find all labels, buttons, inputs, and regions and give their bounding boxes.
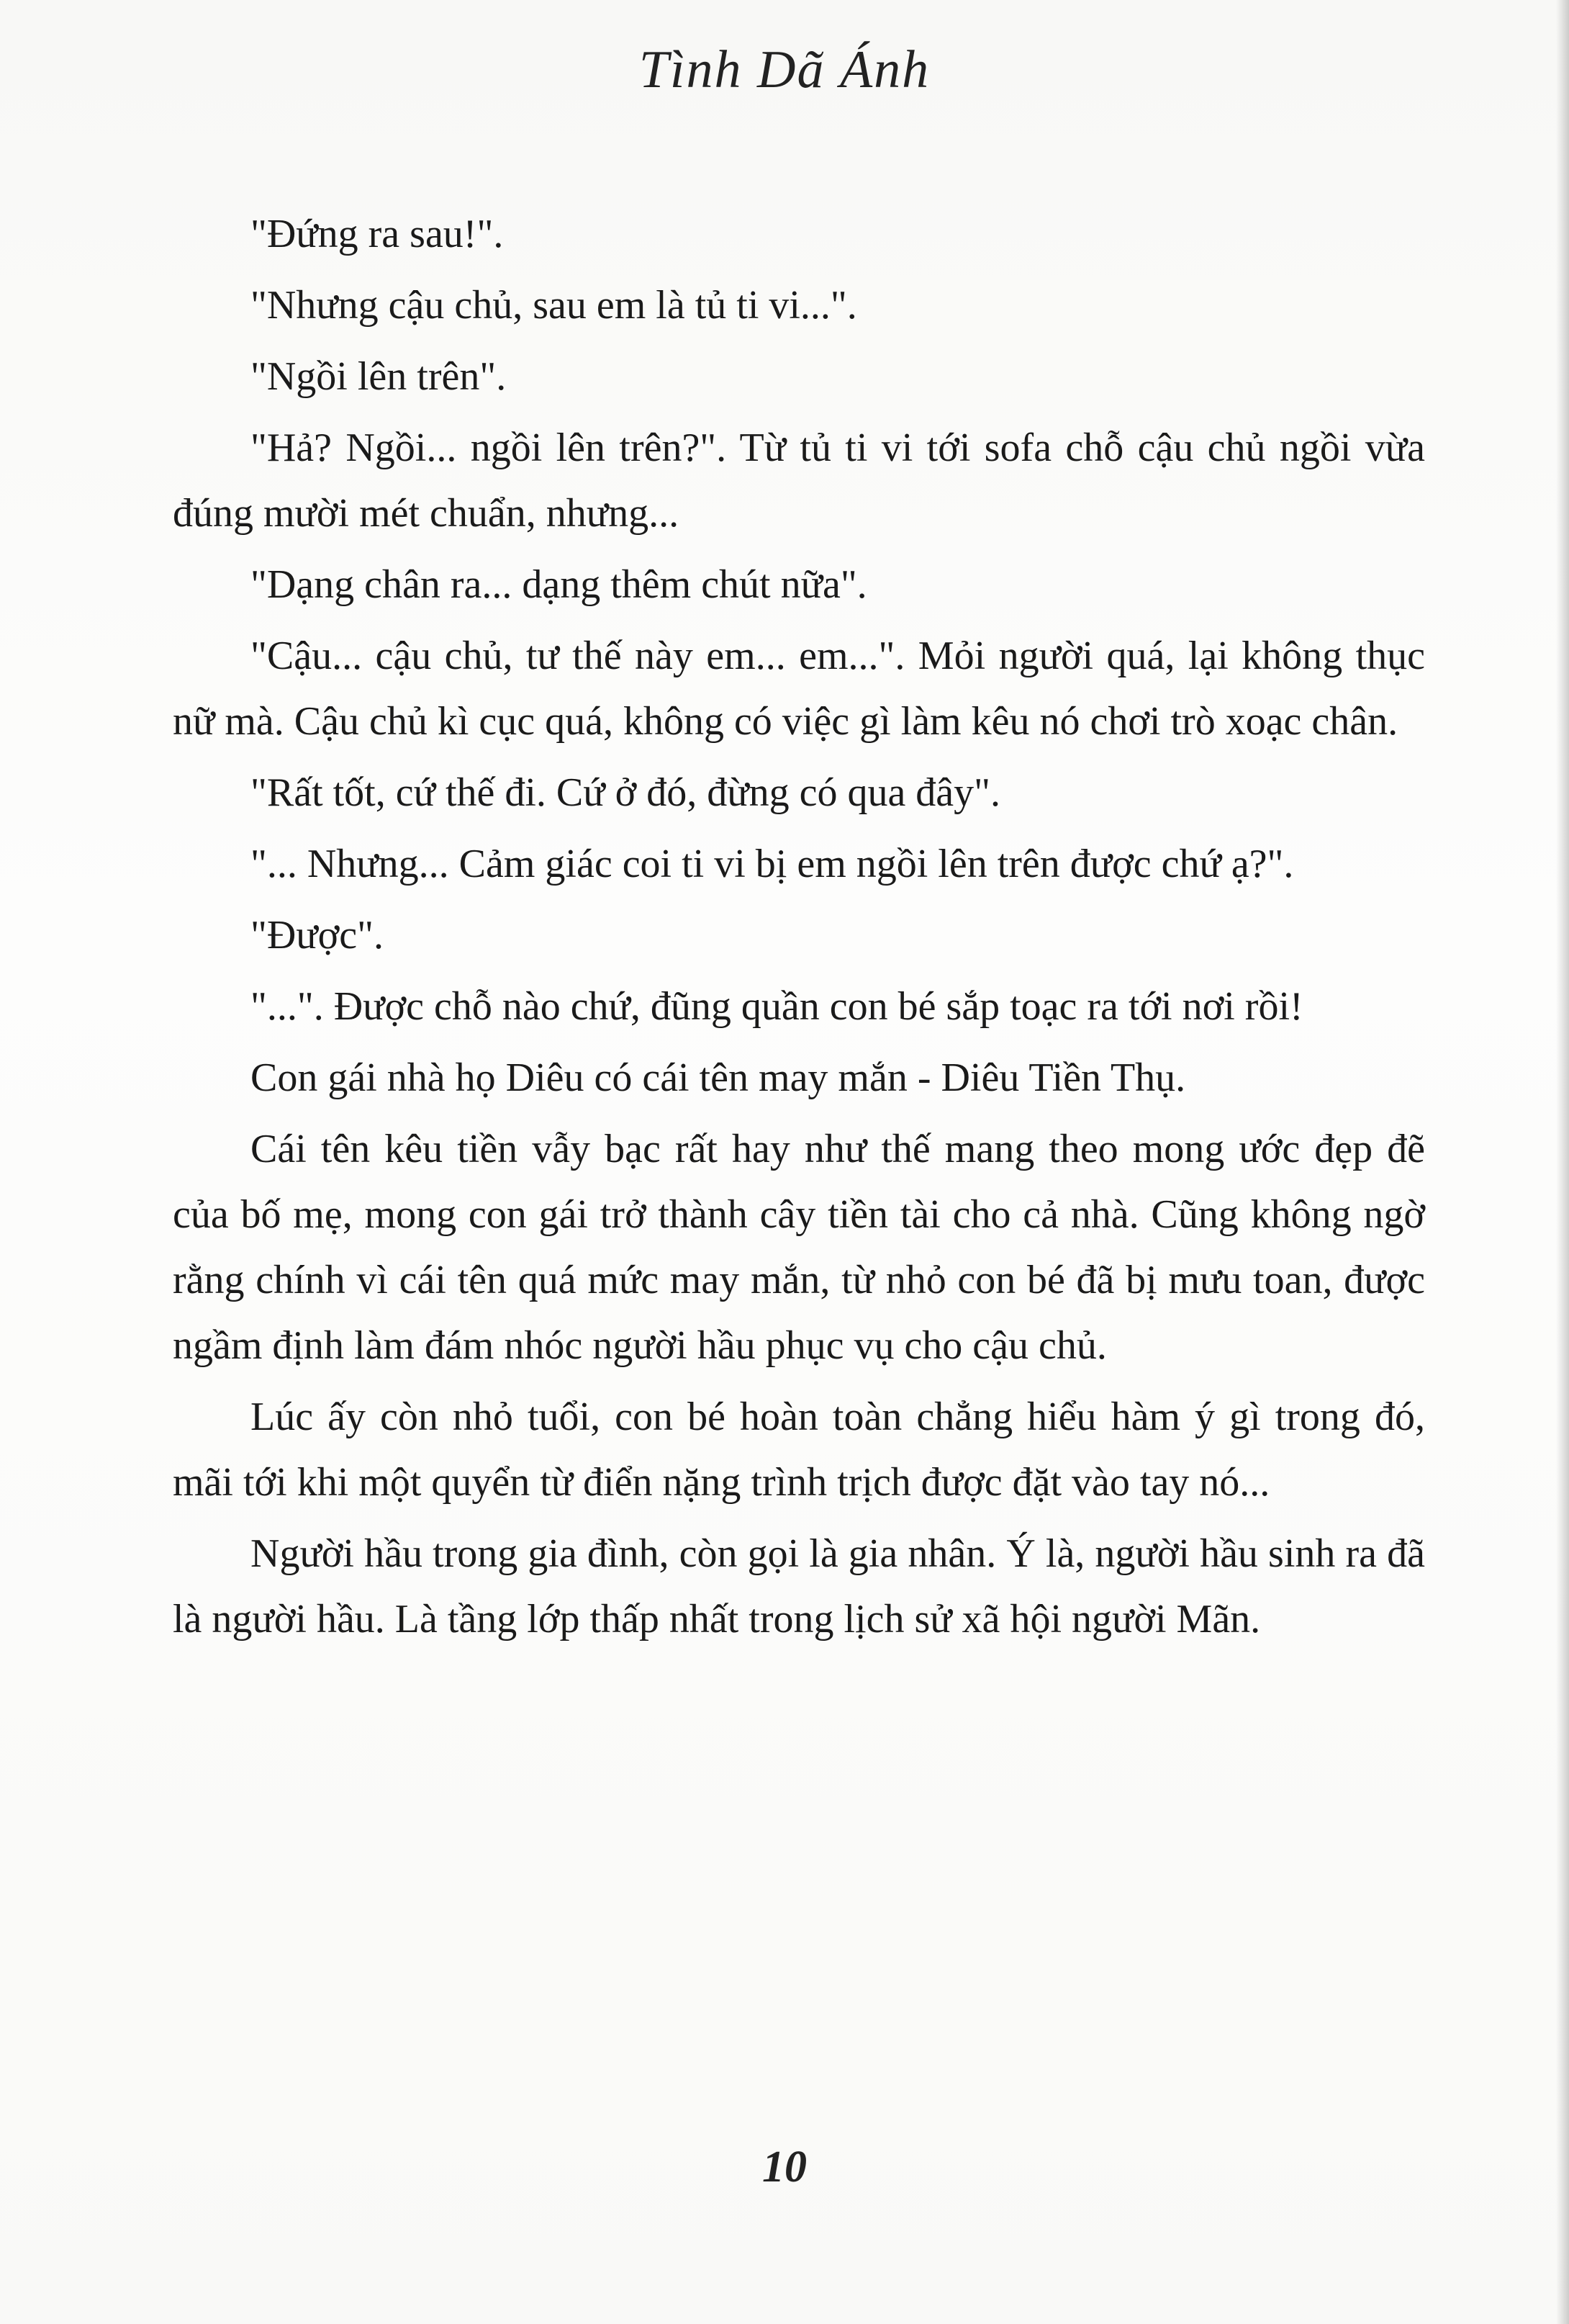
- paragraph: "Ngồi lên trên".: [250, 354, 507, 399]
- paragraph: "Dạng chân ra... dạng thêm chút nữa".: [250, 562, 867, 607]
- paragraph: Lúc ấy còn nhỏ tuổi, con bé hoàn toàn chẳng hiểu hàm ý gì trong đó, mãi tới khi một quyển từ điển nặng trình trịch được đặt vào tay nó...: [173, 1395, 1425, 1505]
- body-text: [173, 202, 1425, 1652]
- paragraph: "Được".: [250, 913, 384, 958]
- paragraph: Cái tên kêu tiền vẫy bạc rất hay như thế mang theo mong ước đẹp đẽ của bố mẹ, mong con gái trở thành cây tiền tài cho cả nhà. Cũng không ngờ rằng chính vì cái tên quá mức may mắn, từ nhỏ con bé đã bị mưu toan, được ngầm định làm đám nhóc người hầu phục vụ cho cậu chủ.: [173, 1127, 1425, 1368]
- paragraph: Người hầu trong gia đình, còn gọi là gia nhân. Ý là, người hầu sinh ra đã là người hầu. Là tầng lớp thấp nhất trong lịch sử xã hội người Mãn.: [173, 1531, 1425, 1641]
- paragraph: "Hả? Ngồi... ngồi lên trên?". Từ tủ ti vi tới sofa chỗ cậu chủ ngồi vừa đúng mười mét chuẩn, nhưng...: [173, 425, 1425, 536]
- paragraph: "...". Được chỗ nào chứ, đũng quần con bé sắp toạc ra tới nơi rồi!: [250, 984, 1303, 1029]
- paragraph: "... Nhưng... Cảm giác coi ti vi bị em ngồi lên trên được chứ ạ?".: [250, 842, 1294, 886]
- page-edge-shadow: [1556, 0, 1569, 2324]
- paragraph: Con gái nhà họ Diêu có cái tên may mắn - Diêu Tiền Thụ.: [250, 1055, 1186, 1100]
- paragraph: "Rất tốt, cứ thế đi. Cứ ở đó, đừng có qua đây".: [250, 770, 1001, 815]
- page-number: 10: [762, 2143, 807, 2192]
- paragraph: "Cậu... cậu chủ, tư thế này em... em...". Mỏi người quá, lại không thục nữ mà. Cậu chủ kì cục quá, không có việc gì làm kêu nó chơi trò xoạc chân.: [173, 634, 1425, 744]
- paragraph: "Nhưng cậu chủ, sau em là tủ ti vi...".: [250, 283, 857, 328]
- paragraph: "Đứng ra sau!".: [250, 212, 504, 256]
- running-header-title: Tình Dã Ánh: [638, 40, 931, 99]
